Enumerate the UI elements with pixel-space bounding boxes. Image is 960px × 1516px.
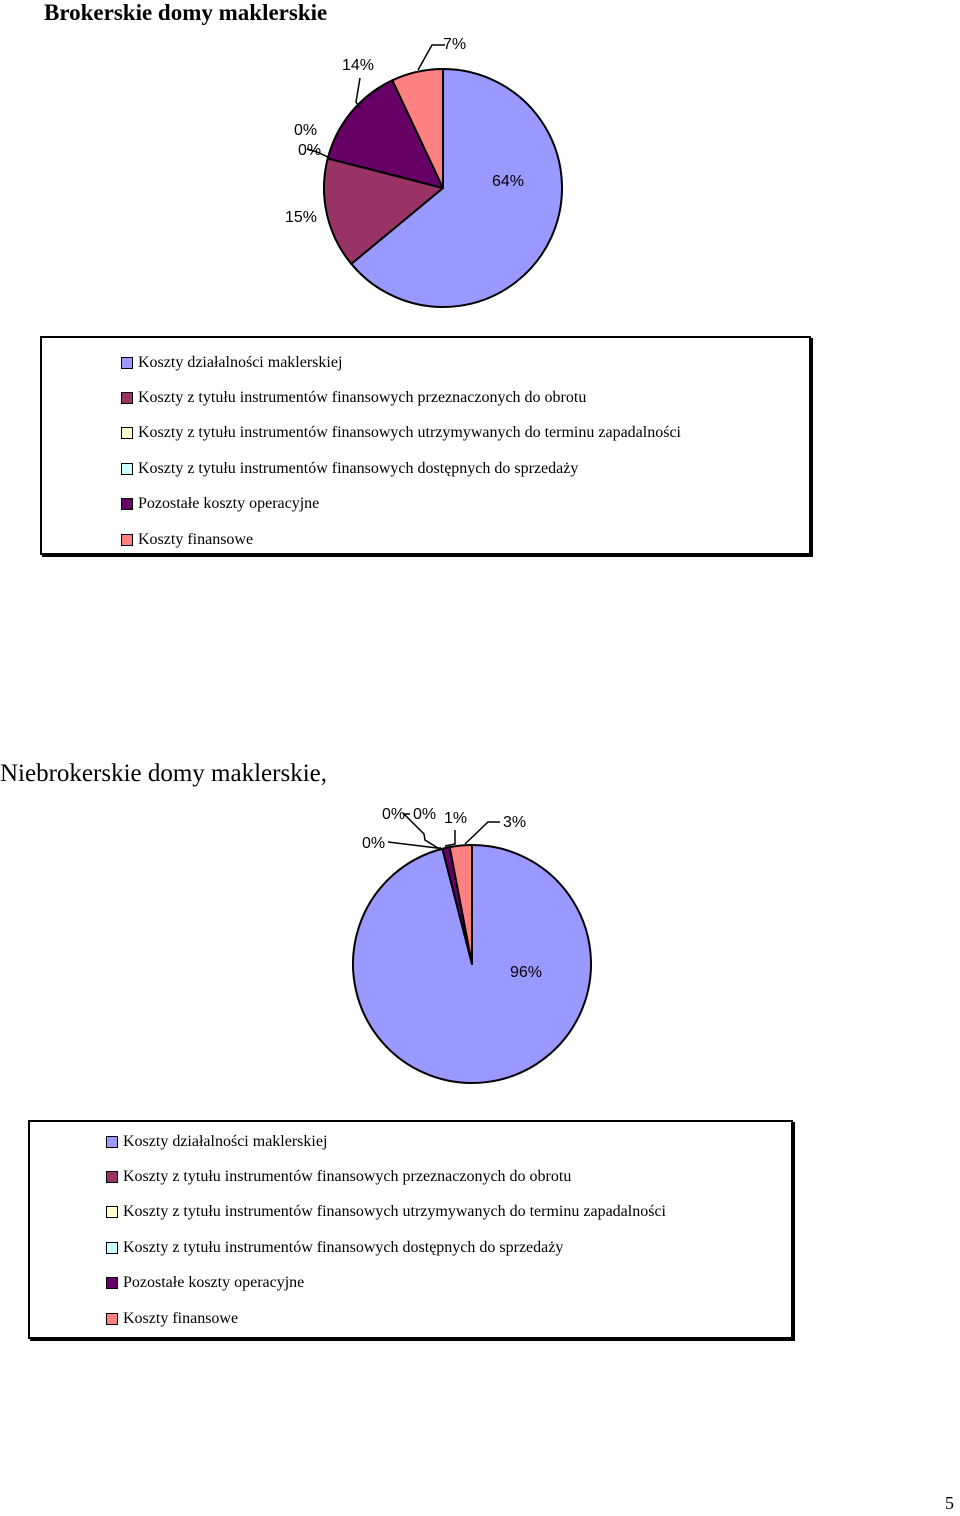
legend-item — [106, 1266, 791, 1301]
leader-line — [445, 830, 455, 846]
chart-title-niebrokerskie: Niebrokerskie domy maklerskie, — [0, 760, 327, 787]
data-label: 1% — [444, 810, 468, 827]
legend-swatch — [121, 498, 133, 510]
legend-label: Koszty z tytułu instrumentów finansowych utrzymywanych do terminu zapadalności — [123, 1203, 666, 1221]
legend-item — [106, 1159, 791, 1194]
legend-label: Koszty działalności maklerskiej — [138, 353, 343, 371]
legend-label: Koszty z tytułu instrumentów finansowych dostępnych do sprzedaży — [123, 1238, 564, 1256]
page-number: 5 — [945, 1493, 954, 1513]
legend-label: Koszty działalności maklerskiej — [123, 1132, 328, 1150]
legend-item — [121, 380, 809, 415]
legend-item — [121, 522, 809, 557]
legend-swatch — [121, 463, 133, 475]
legend-swatch — [106, 1206, 118, 1218]
data-label: 15% — [285, 209, 318, 226]
legend-label: Koszty finansowe — [123, 1309, 239, 1327]
legend-item — [106, 1195, 791, 1230]
legend-label: Pozostałe koszty operacyjne — [138, 495, 320, 513]
legend-niebrokerskie — [28, 1120, 793, 1339]
pie-chart-brokerskie — [0, 0, 960, 320]
leader-line — [465, 822, 500, 844]
data-label: 0% — [298, 142, 322, 159]
data-label: 0% — [362, 835, 386, 852]
legend-swatch — [106, 1277, 118, 1289]
legend-swatch — [106, 1242, 118, 1254]
data-label: 0% — [413, 806, 437, 823]
legend-item — [106, 1230, 791, 1265]
legend-item — [106, 1301, 791, 1336]
legend-swatch — [106, 1171, 118, 1183]
data-label: 96% — [510, 964, 543, 981]
legend-swatch — [106, 1136, 118, 1148]
legend-item — [121, 487, 809, 522]
data-label: 0% — [294, 122, 318, 139]
legend-label: Koszty z tytułu instrumentów finansowych przeznaczonych do obrotu — [123, 1168, 572, 1186]
legend-label: Koszty finansowe — [138, 530, 254, 548]
legend-swatch — [121, 534, 133, 546]
chart-title-brokerskie: Brokerskie domy maklerskie — [44, 0, 328, 25]
pie-chart-niebrokerskie — [0, 790, 960, 1090]
legend-item — [121, 451, 809, 486]
data-label: 14% — [342, 57, 375, 74]
legend-item — [121, 416, 809, 451]
leader-line — [418, 45, 445, 70]
legend-brokerskie — [40, 336, 811, 555]
legend-label: Pozostałe koszty operacyjne — [123, 1274, 305, 1292]
legend-label: Koszty z tytułu instrumentów finansowych utrzymywanych do terminu zapadalności — [138, 424, 681, 442]
data-label: 3% — [503, 814, 527, 831]
legend-label: Koszty z tytułu instrumentów finansowych przeznaczonych do obrotu — [138, 389, 587, 407]
data-label: 7% — [443, 36, 467, 53]
data-label: 64% — [492, 173, 525, 190]
legend-label: Koszty z tytułu instrumentów finansowych dostępnych do sprzedaży — [138, 459, 579, 477]
legend-swatch — [106, 1313, 118, 1325]
legend-item — [106, 1124, 791, 1159]
data-label: 0% — [382, 806, 406, 823]
legend-swatch — [121, 392, 133, 404]
legend-item — [121, 345, 809, 380]
legend-swatch — [121, 357, 133, 369]
legend-swatch — [121, 427, 133, 439]
